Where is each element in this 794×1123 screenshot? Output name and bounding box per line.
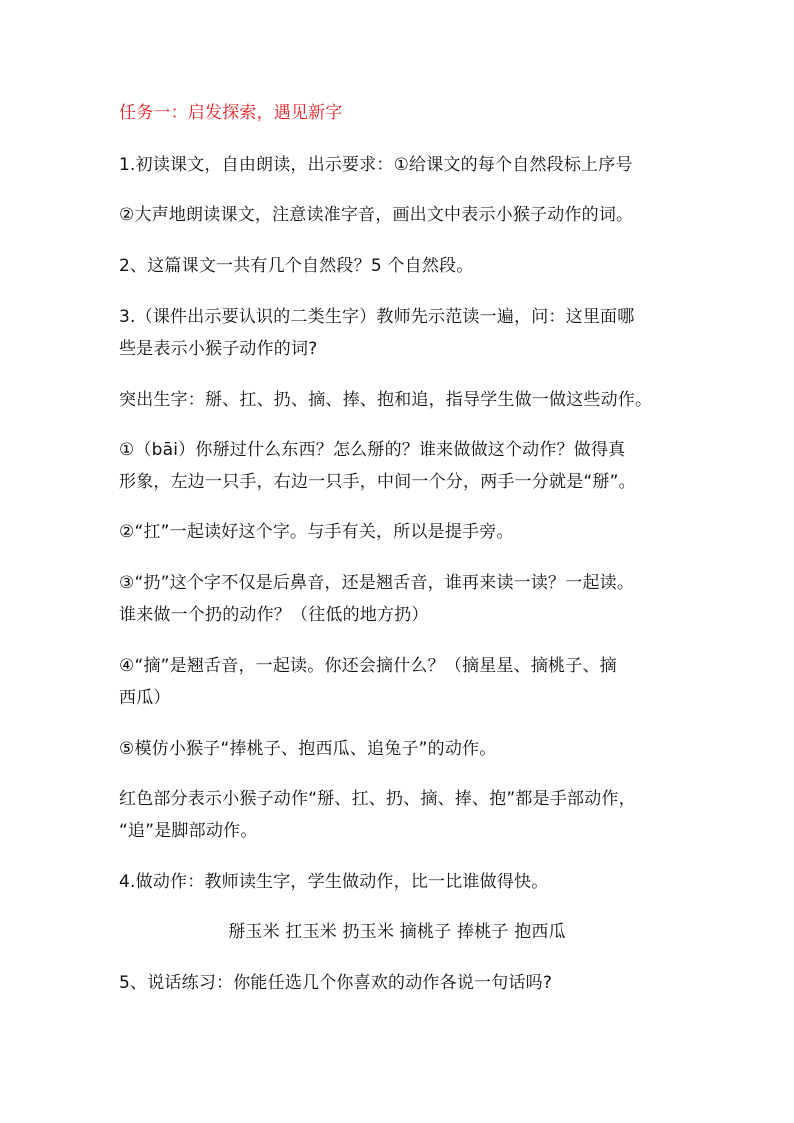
paragraph-line: 1.初读课文，自由朗读，出示要求：①给课文的每个自然段标上序号	[119, 155, 633, 175]
paragraph-line: 些是表示小猴子动作的词?	[119, 339, 318, 359]
paragraph-line: ⑤模仿小猴子“捧桃子、抱西瓜、追兔子”的动作。	[119, 739, 497, 759]
paragraph-line: ①（bāi）你掰过什么东西？怎么掰的？谁来做做这个动作？做得真	[119, 440, 626, 460]
paragraph-line: 3.（课件出示要认识的二类生字）教师先示范读一遍，问：这里面哪	[119, 307, 635, 327]
paragraph-line: ②“扛”一起读好这个字。与手有关，所以是提手旁。	[119, 522, 514, 542]
paragraph-line: 红色部分表示小猴子动作“掰、扛、扔、摘、捧、抱”都是手部动作，	[119, 789, 636, 809]
paragraph-line: 5、说话练习：你能任选几个你喜欢的动作各说一句话吗?	[119, 973, 553, 993]
paragraph-line: “追”是脚部动作。	[119, 821, 258, 841]
paragraph-line: 西瓜）	[119, 688, 171, 708]
word-practice-line: 掰玉米 扛玉米 扔玉米 摘桃子 捧桃子 抱西瓜	[228, 922, 566, 942]
paragraph-line: 2、这篇课文一共有几个自然段？5 个自然段。	[119, 256, 474, 276]
paragraph-line: 形象，左边一只手，右边一只手，中间一个分，两手一分就是“掰”。	[119, 472, 636, 492]
paragraph-line: 谁来做一个扔的动作？（往低的地方扔）	[119, 605, 429, 625]
paragraph-line: 突出生字：掰、扛、扔、摘、捧、抱和追，指导学生做一做这些动作。	[119, 390, 653, 410]
paragraph-line: ②大声地朗读课文，注意读准字音，画出文中表示小猴子动作的词。	[119, 205, 634, 225]
paragraph-line: ④“摘”是翘舌音，一起读。你还会摘什么？（摘星星、摘桃子、摘	[119, 656, 617, 676]
paragraph-line: ③“扔”这个字不仅是后鼻音，还是翘舌音，谁再来读一读？一起读。	[119, 573, 635, 593]
section-title: 任务一：启发探索，遇见新字	[119, 103, 343, 123]
paragraph-line: 4.做动作：教师读生字，学生做动作，比一比谁做得快。	[119, 872, 549, 892]
